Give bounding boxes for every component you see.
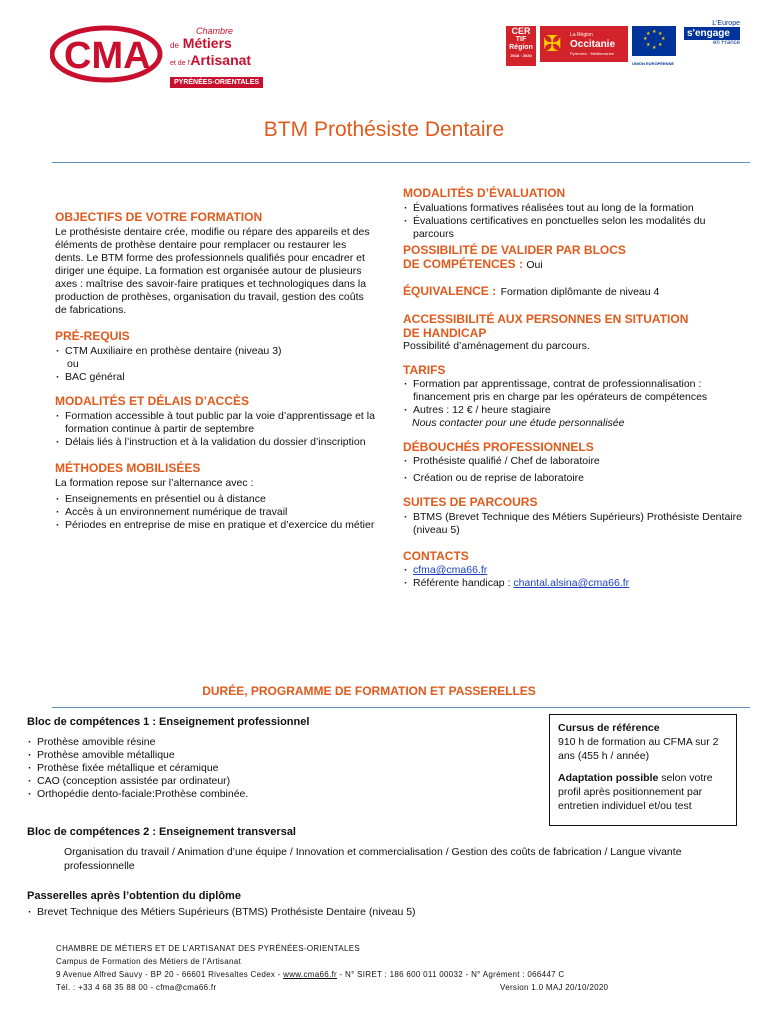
list-item: · Enseignements en présentiel ou à distance <box>55 493 375 506</box>
debouches-title: DÉBOUCHÉS PROFESSIONNELS <box>403 440 594 454</box>
svg-text:★: ★ <box>652 45 657 51</box>
list-item: · Évaluations certificatives en ponctuelles selon les modalités du parcours <box>403 215 743 241</box>
list-item: · Prothèse amovible résine <box>27 736 507 749</box>
handicap-title-line1: ACCESSIBILITÉ AUX PERSONNES EN SITUATION <box>403 312 689 326</box>
certif-region-logo: CER TIF Région 2018 · 2020 <box>506 26 536 66</box>
list-item: · Autres : 12 € / heure stagiaire <box>403 404 743 417</box>
svg-text:CMA: CMA <box>64 35 151 77</box>
prerequis-title: PRÉ-REQUIS <box>55 329 130 343</box>
bloc2-text: Organisation du travail / Animation d’une équipe / Innovation et commercialisation / Gestion des coûts de fabrication / Langue vivante professionnelle <box>64 846 682 872</box>
list-item: · Orthopédie dento-faciale:Prothèse combinée. <box>27 788 507 801</box>
evaluation-title: MODALITÉS D’ÉVALUATION <box>403 186 566 200</box>
list-item: · BTMS (Brevet Technique des Métiers Supérieurs) Prothésiste Dentaire (niveau 5) <box>403 511 743 537</box>
footer-siret: - N° SIRET : 186 600 011 00032 - N° Agrément : 066447 C <box>337 970 565 979</box>
bloc1-list <box>27 736 507 801</box>
footer-address-text: 9 Avenue Alfred Sauvy - BP 20 - 66601 Rivesaltes Cedex - <box>56 970 284 979</box>
svg-text:★: ★ <box>652 29 657 35</box>
handicap-text: Possibilité d’aménagement du parcours. <box>403 340 590 352</box>
bloc2-title: Bloc de compétences 2 : Enseignement transversal <box>27 826 296 838</box>
footer <box>56 942 696 994</box>
prerequis-or: ou <box>67 358 79 370</box>
list-item: · BAC général <box>55 371 375 384</box>
blocs-title-line1: POSSIBILITÉ DE VALIDER PAR BLOCS <box>403 243 626 257</box>
contact-email-link[interactable]: cfma@cma66.fr <box>413 564 488 576</box>
list-item: · Formation accessible à tout public par la voie d’apprentissage et la formation continue à partir de septembre <box>55 410 375 436</box>
svg-text:★: ★ <box>646 31 651 37</box>
partner-logos <box>506 20 740 70</box>
footer-version: Version 1.0 MAJ 20/10/2020 <box>500 983 609 992</box>
europe-engage-logo: L'Europe s'engage en France <box>684 20 740 64</box>
tarifs-title: TARIFS <box>403 363 446 377</box>
suites-list <box>403 511 743 537</box>
objectifs-title: OBJECTIFS DE VOTRE FORMATION <box>55 210 263 224</box>
blocs-title-line2: DE COMPÉTENCES : <box>403 257 524 271</box>
cursus-text: 910 h de formation au CFMA sur 2 ans (455 h / année) <box>558 736 719 762</box>
list-item: · Évaluations formatives réalisées tout au long de la formation <box>403 202 743 215</box>
list-item: · Formation par apprentissage, contrat de professionnalisation : financement pris en charge par les opérateurs de compétences <box>403 378 743 404</box>
equivalence-value: Formation diplômante de niveau 4 <box>500 286 660 298</box>
list-item: · Accès à un environnement numérique de travail <box>55 506 375 519</box>
svg-text:★: ★ <box>646 42 651 48</box>
region-occitanie-logo: ✠ La Région Occitanie Pyrénées · Méditerranée <box>540 26 628 62</box>
debouches-list <box>403 455 743 485</box>
svg-text:★: ★ <box>643 36 648 42</box>
evaluation-list <box>403 202 743 241</box>
programme-rule <box>52 707 750 708</box>
svg-text:★: ★ <box>658 42 663 48</box>
logo-word-metiers: Métiers <box>182 35 232 51</box>
equivalence-row <box>403 282 743 300</box>
blocs-value: Oui <box>526 259 543 271</box>
handicap-email-link[interactable]: chantal.alsina@cma66.fr <box>513 577 630 589</box>
handicap-referent-label: Référente handicap : <box>413 577 511 589</box>
adaptation-text <box>558 771 728 813</box>
modalites-acces-title: MODALITÉS ET DÉLAIS D’ACCÈS <box>55 394 250 408</box>
footer-org-name: CHAMBRE DE MÉTIERS ET DE L’ARTISANAT DES PYRÉNÉES-ORIENTALES <box>56 944 360 953</box>
footer-phone-email: Tél. : +33 4 68 35 88 00 - cfma@cma66.fr <box>56 983 217 992</box>
passerelles-list <box>27 906 627 919</box>
handicap-title-line2: DE HANDICAP <box>403 326 487 340</box>
list-item: · Périodes en entreprise de mise en pratique et d’exercice du métier <box>55 519 375 532</box>
methodes-list <box>55 493 375 532</box>
adaptation-title: Adaptation possible <box>558 772 659 784</box>
footer-website-link[interactable]: www.cma66.fr <box>283 970 337 979</box>
logo-word-etde: et de l' <box>170 60 191 67</box>
modalites-acces-list <box>55 410 375 449</box>
list-item: · Prothésiste qualifié / Chef de laboratoire <box>403 455 743 468</box>
logo-badge: PYRÉNÉES-ORIENTALES <box>170 77 263 88</box>
footer-contact-row <box>56 981 696 994</box>
list-item: · Délais liés à l’instruction et à la validation du dossier d’inscription <box>55 436 375 449</box>
svg-text:★: ★ <box>661 36 666 42</box>
eu-flag-icon <box>632 26 676 56</box>
contacts-title: CONTACTS <box>403 549 469 563</box>
title-rule <box>52 162 750 163</box>
handicap-title <box>403 312 743 340</box>
occitanie-cross-icon: ✠ <box>543 31 562 56</box>
cursus-title: Cursus de référence <box>558 722 660 734</box>
logo-word-de: de <box>170 41 179 50</box>
methodes-title: MÉTHODES MOBILISÉES <box>55 461 201 475</box>
list-item: · Prothèse amovible métallique <box>27 749 507 762</box>
prerequis-list-2 <box>55 371 375 384</box>
contact-email-item <box>403 564 743 577</box>
adaptation-body: selon votre profil après positionnement par entretien individuel et/ou test <box>558 772 713 812</box>
objectifs-text: Le prothésiste dentaire crée, modifie ou répare des appareils et des éléments de prothèse dentaire pour remplacer ou restaurer les dents. Le BTM forme des professionnels qualifiés pour encadrer et diriger une équipe. La formation est organisée autour de plusieurs axes : maîtrise des savoir-faire pratiques et technologiques dans la production de prothèses, organisation du travail, gestion des coûts de fabrications. <box>55 226 370 316</box>
contacts-list <box>403 564 743 590</box>
tarifs-list <box>403 378 743 417</box>
logo-word-artisanat: Artisanat <box>190 52 252 68</box>
footer-address <box>56 968 696 981</box>
blocs-title <box>403 243 743 272</box>
list-item: · Prothèse fixée métallique et céramique <box>27 762 507 775</box>
list-item: · CTM Auxiliaire en prothèse dentaire (niveau 3) <box>55 345 375 358</box>
logo-word-chambre: Chambre <box>196 26 234 36</box>
tarifs-note: Nous contacter pour une étude personnalisée <box>412 417 625 429</box>
cursus-box <box>549 714 737 826</box>
list-item: · Création ou de reprise de laboratoire <box>403 472 743 485</box>
list-item: · Brevet Technique des Métiers Supérieurs (BTMS) Prothésiste Dentaire (niveau 5) <box>27 906 627 919</box>
eu-flag-logo: ★ ★ ★ ★ ★ ★ ★ ★ UNION EUROPÉENNE <box>632 26 680 66</box>
page-title: BTM Prothésiste Dentaire <box>263 118 505 141</box>
equivalence-title: ÉQUIVALENCE : <box>403 284 497 298</box>
right-column <box>403 186 743 590</box>
cma-logo-mark <box>50 22 168 84</box>
passerelles-title: Passerelles après l’obtention du diplôme <box>27 890 241 902</box>
contact-handicap-item <box>403 577 743 590</box>
left-column <box>55 210 375 532</box>
footer-campus: Campus de Formation des Métiers de l’Artisanat <box>56 957 241 966</box>
cma-logo <box>50 22 280 98</box>
programme-title: DURÉE, PROGRAMME DE FORMATION ET PASSERELLES <box>202 684 536 698</box>
prerequis-list <box>55 345 375 358</box>
list-item: · CAO (conception assistée par ordinateur) <box>27 775 507 788</box>
svg-text:★: ★ <box>658 31 663 37</box>
suites-title: SUITES DE PARCOURS <box>403 495 538 509</box>
bloc1-title: Bloc de compétences 1 : Enseignement professionnel <box>27 716 310 728</box>
methodes-intro: La formation repose sur l’alternance avec : <box>55 477 254 489</box>
